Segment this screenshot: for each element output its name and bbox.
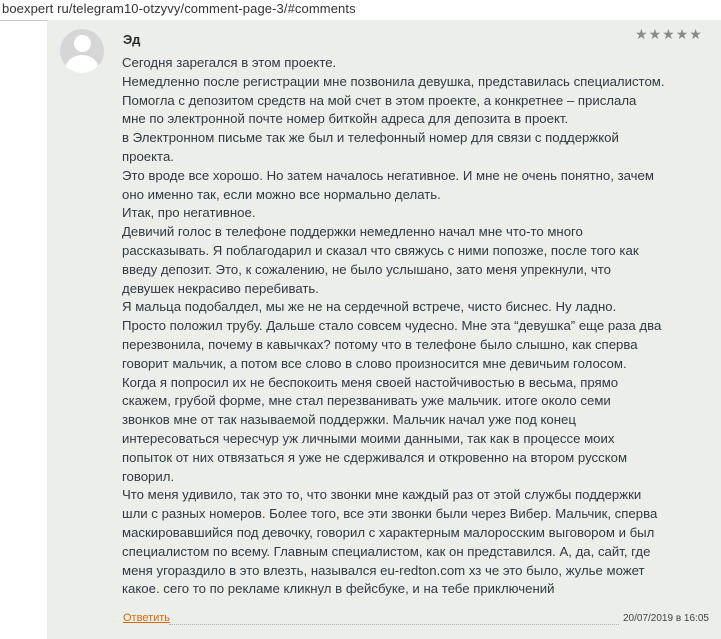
comment-line: перезвонила, почему в кавычках? потому что в телефоне было слышно, как сперва bbox=[122, 336, 638, 352]
avatar-head-shape bbox=[74, 35, 91, 52]
comment-line: Сегодня зарегался в этом проекте. bbox=[122, 55, 337, 70]
footer-divider bbox=[169, 624, 619, 625]
comment-line: девушек некрасиво перебивать. bbox=[122, 280, 319, 296]
comment-line: Помогла с депозитом средств на мой счет в этом проекте, а конкретнее – прислала bbox=[122, 92, 637, 108]
comment-card bbox=[47, 20, 721, 639]
comment-body bbox=[122, 54, 712, 599]
star-icon: ★ bbox=[635, 26, 648, 42]
comment-line: рассказывать. Я поблагодарил и сказал что свяжусь с ними попозже, после того как bbox=[122, 242, 639, 258]
comment-line: введу депозит. Это, к сожалению, не было услышано, зато меня упрекнули, что bbox=[122, 261, 611, 277]
address-bar[interactable] bbox=[0, 0, 721, 21]
comment-line: интересоваться чересчур уж личными моими данными, так как в процессе моих bbox=[122, 430, 615, 446]
comment-date: 20/07/2019 в 16:05 bbox=[623, 613, 709, 624]
avatar bbox=[60, 29, 104, 73]
comment-line: Что меня удивило, так это то, что звонки мне каждый раз от этой службы поддержки bbox=[122, 487, 642, 503]
rating-stars bbox=[635, 26, 702, 42]
comment-author: Эд bbox=[123, 32, 141, 47]
star-icon: ★ bbox=[662, 26, 675, 42]
comment-line: Это вроде все хорошо. Но затем началось негативное. И мне не очень понятно, зачем bbox=[122, 167, 654, 183]
star-icon: ★ bbox=[648, 26, 662, 42]
comment-line: в Электронном письме так же был и телефонный номер для связи с поддержкой bbox=[122, 130, 619, 146]
comment-line: Я мальца подобалдел, мы же не на сердечной встрече, чисто биснес. Ну ладно. bbox=[122, 299, 617, 315]
comment-line: Немедленно после регистрации мне позвонила девушка, представилась специалистом. bbox=[122, 73, 665, 89]
comment-line: Итак, про негативное. bbox=[122, 205, 256, 221]
comment-line: оно именно так, если можно все нормально делать. bbox=[122, 186, 441, 202]
comment-line: шли с разных номеров. Более того, все эти звонки были через Вибер. Мальчик, сперва bbox=[122, 506, 658, 522]
comment-line: Когда я попросил их не беспокоить меня своей настойчивостью в весьма, прямо bbox=[122, 374, 619, 390]
comment-line: попыток от них отвязаться я уже не сдерживался и откровенно на втором русском bbox=[122, 449, 628, 465]
star-icon: ★ bbox=[675, 26, 689, 42]
star-icon: ★ bbox=[689, 26, 702, 42]
comment-line: говорит мальчик, а потом все слово в слово произносится мне девичьим голосом. bbox=[122, 355, 627, 371]
comment-line: мне по электронной почте номер биткойн адреса для депозита в проект. bbox=[122, 111, 569, 127]
comment-line: маскировавшийся под девочку, говорил с характерным малоросским выговором и был bbox=[122, 524, 655, 540]
comment-line: Просто положил трубу. Дальше стало совсем чудесно. Мне эта “девушка” еще раза два bbox=[122, 318, 662, 334]
comment-line: специалистом по всему. Главным специалистом, как он представился. А, да, сайт, где bbox=[122, 543, 651, 559]
address-bar-url[interactable]: boexpert ru/telegram10-otzyvy/comment-page-3/#comments bbox=[2, 1, 356, 16]
reply-link[interactable]: Ответить bbox=[123, 612, 171, 624]
comment-line: проекта. bbox=[122, 148, 174, 164]
avatar-body-shape bbox=[65, 55, 99, 73]
comment-line: скажем, грубой форме, мне стал перезванивать уже мальчик. итоге около семи bbox=[122, 393, 611, 409]
comment-line: говорил. bbox=[122, 468, 175, 484]
comment-line: меня угораздило в это влезть, назывался eu-redton.com хз че это было, жулье может bbox=[122, 562, 645, 578]
comment-line: Девичий голос в телефоне поддержки немедленно начал мне что-то много bbox=[122, 224, 583, 240]
comment-line: звонков мне от так называемой поддержки. Мальчик начал уже под конец bbox=[122, 412, 576, 428]
comment-line: какое. сего то по рекламе кликнул в фейсбуке, и на тебе приключений bbox=[122, 581, 555, 597]
